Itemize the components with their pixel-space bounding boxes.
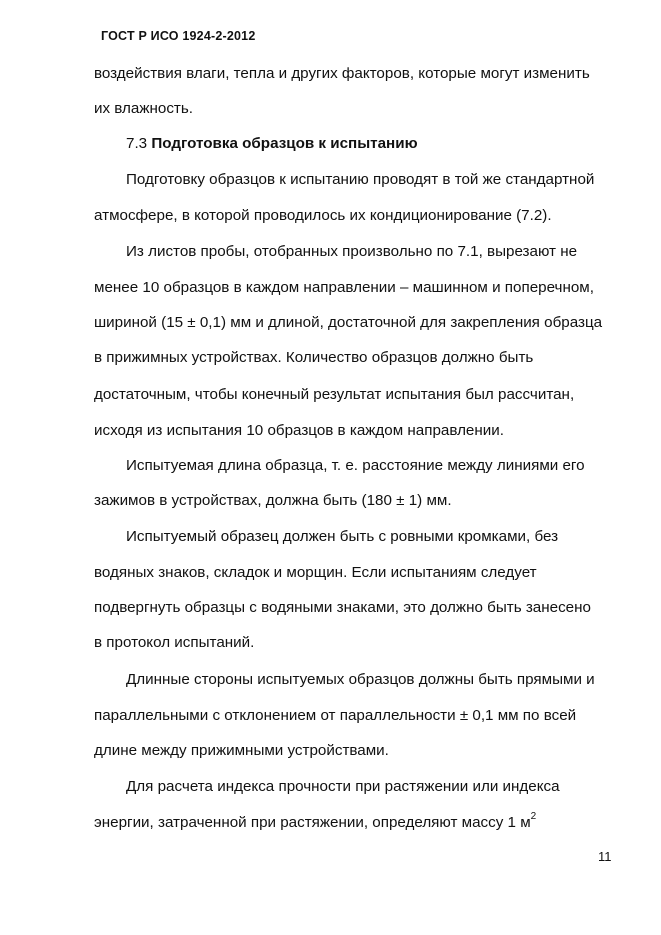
section-number: 7.3 bbox=[126, 135, 148, 152]
text-line: Испытуемый образец должен быть с ровными кромками, без bbox=[126, 528, 559, 545]
text-line: параллельными с отклонением от параллельности ± 0,1 мм по всей bbox=[94, 707, 577, 724]
text-line: достаточным, чтобы конечный результат испытания был рассчитан, bbox=[94, 386, 575, 403]
text-line: Длинные стороны испытуемых образцов должны быть прямыми и bbox=[126, 671, 595, 688]
text-line: воздействия влаги, тепла и других факторов, которые могут изменить bbox=[94, 65, 590, 82]
text-line: Подготовку образцов к испытанию проводят в той же стандартной bbox=[126, 171, 595, 188]
text-line: зажимов в устройствах, должна быть (180 ± 1) мм. bbox=[94, 492, 452, 509]
text-line bbox=[94, 810, 537, 833]
text-line: исходя из испытания 10 образцов в каждом направлении. bbox=[94, 422, 504, 439]
section-title: Подготовка образцов к испытанию bbox=[151, 135, 418, 152]
section-heading bbox=[126, 134, 418, 154]
text-line: их влажность. bbox=[94, 100, 194, 117]
page-number: 11 bbox=[598, 849, 612, 864]
text-line: длине между прижимными устройствами. bbox=[94, 742, 389, 759]
text-line: Из листов пробы, отобранных произвольно по 7.1, вырезают не bbox=[126, 243, 578, 260]
text-line: шириной (15 ± 0,1) мм и длиной, достаточной для закрепления образца bbox=[94, 314, 603, 331]
text-line: Для расчета индекса прочности при растяжении или индекса bbox=[126, 778, 560, 795]
text-line: в прижимных устройствах. Количество образцов должно быть bbox=[94, 349, 534, 366]
document-header: ГОСТ Р ИСО 1924-2-2012 bbox=[101, 29, 256, 43]
superscript: 2 bbox=[530, 810, 537, 822]
text-line: атмосфере, в которой проводилось их кондиционирование (7.2). bbox=[94, 207, 552, 224]
text-line: водяных знаков, складок и морщин. Если испытаниям следует bbox=[94, 564, 537, 581]
text-line: Испытуемая длина образца, т. е. расстояние между линиями его bbox=[126, 457, 585, 474]
text-line: подвергнуть образцы с водяными знаками, это должно быть занесено bbox=[94, 599, 591, 616]
text-line-content: энергии, затраченной при растяжении, определяют массу 1 м bbox=[94, 814, 531, 831]
text-line: в протокол испытаний. bbox=[94, 634, 255, 651]
text-line: менее 10 образцов в каждом направлении – машинном и поперечном, bbox=[94, 279, 594, 296]
